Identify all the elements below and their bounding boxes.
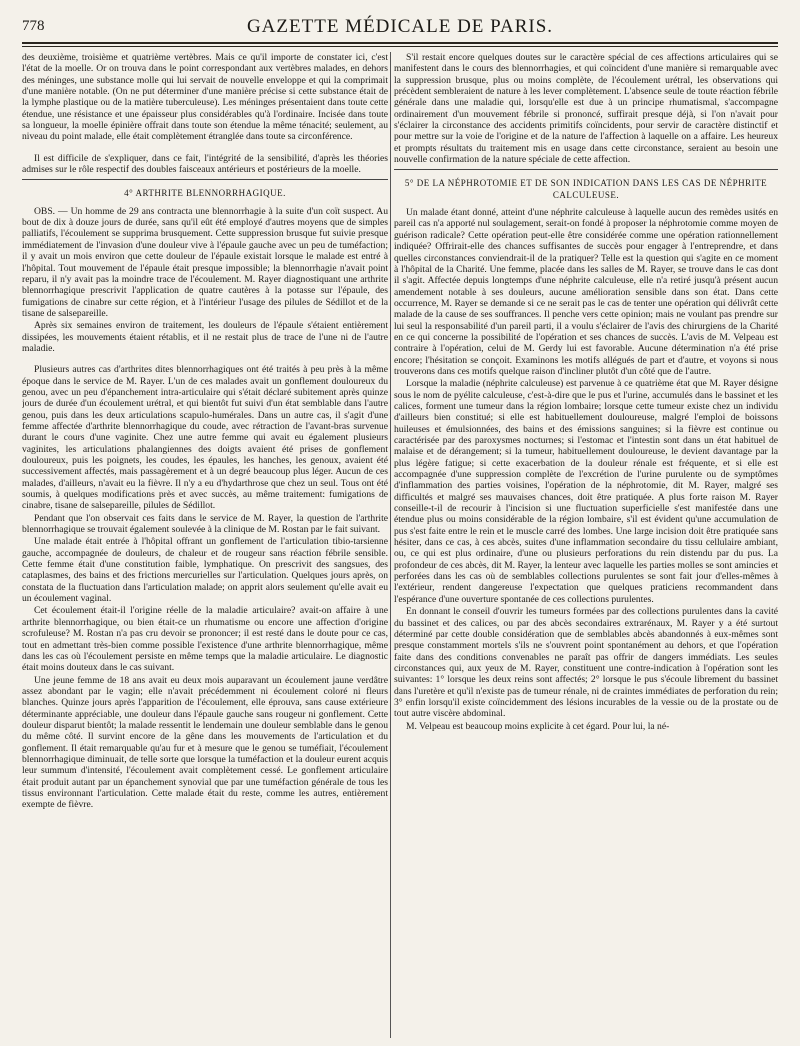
paragraph: Pendant que l'on observait ces faits dans le service de M. Rayer, la question de l'arthrite blennorrhagique se trouvait également soulevée à la clinique de M. Rostan par le fait suivant. xyxy=(22,512,388,536)
right-column xyxy=(394,52,778,1040)
header-rule xyxy=(22,42,778,44)
page-header xyxy=(22,14,778,40)
paragraph: Une malade était entrée à l'hôpital offrant un gonflement de l'articulation tibio-tarsienne gauche, accompagnée de douleurs, de chaleur et de rougeur sans réaction fébrile sensible. Cette femme était d'une constitution faible, lymphatique. On prescrivit des sangsues, des cataplasmes, des bains et des frictions mercurielles sur l'articulation. Quelques jours après, on constata de la fluctuation dans l'articulation malade; on apprit alors seulement qu'elle avait eu un écoulement vaginal. xyxy=(22,536,388,605)
paragraph: des deuxième, troisième et quatrième vertèbres. Mais ce qu'il importe de constater ici, c'est l'état de la moelle. Or on trouva dans le point correspondant aux vertèbres malades, en dehors des méninges, une substance molle qui lui servait de nouvelle enveloppe et qui la comprimait d'une manière notable. (On ne put déterminer d'une manière précise si cette substance était de la lymphe plastique ou de la matière tuberculeuse). Les méninges présentaient dans toute cette étendue, une résistance et une épaisseur plus considérables qu'à l'ordinaire. Incisée dans toute sa longueur, la moelle épinière offrait dans toute son étendue la même ténacité; seulement, au niveau du point malade, elle était complètement étranglée dans toute sa circonférence. xyxy=(22,52,388,143)
paragraph: Lorsque la maladie (néphrite calculeuse) est parvenue à ce quatrième état que M. Rayer désigne sous le nom de pyélite calculeuse, c'est-à-dire que le pus et l'urine, accumulés dans le bassinet et les calices, forment une tumeur dans la région lombaire; lorsque cette tumeur existe chez un individu d'ailleurs bien constitué; si elle est habituellement douloureuse, malgré l'emploi de boissons huileuses et émulsionnées, des bains et des émissions sanguines; si la fièvre est continue ou caractérisée par des paroxysmes nocturnes; si l'estomac et l'intestin sont dans un état habituel de malaise et de dérangement; si la tumeur, habituellement douloureuse, le devient davantage par la plus légère fatigue; si cette exacerbation de la douleur rénale est fréquente, et si elle est accompagnée d'une suppression complète de l'excrétion de l'urine purulente ou de symptômes d'inflammation des parties voisines, l'opération de la néphrotomie, dit M. Rayer, malgré ses difficultés et malgré ses mauvaises chances, doit être pratiquée. A plus forte raison M. Rayer conseille-t-il de recourir à l'incision si une fluctuation superficielle s'est manifestée dans une étendue plus ou moins considérable de la région lombaire, s'il est évident qu'une accumulation de pus s'est faite entre le rein et le muscle carré des lombes. Une large incision doit être pratiquée sans hésiter, dans ce cas, à ces abcès, suites d'une inflammation secondaire du tissu cellulaire ambiant, ou, ce qui est plus ordinaire, d'une ou plusieurs perforations du rein distendu par du pus. La profondeur de ces abcès, dit M. Rayer, la lenteur avec laquelle les parties molles se sont amincies et perforées dans les cas où de semblables collections purulentes se sont fait jour d'elles-mêmes à l'extérieur, rendent dangereuse l'expectation que quelques praticiens recommandent dans l'espérance d'une ouverture spontanée de ces collections purulentes. xyxy=(394,378,778,605)
section-heading: 4° ARTHRITE BLENNORRHAGIQUE. xyxy=(124,188,286,199)
paragraph: En donnant le conseil d'ouvrir les tumeurs formées par des collections purulentes dans la cavité du bassinet et des calices, ou par des abcès secondaires extrarénaux, M. Rayer y a été surtout déterminé par cette double considération que de semblables abcès abandonnés à eux-mêmes sont presque constamment mortels s'ils ne s'ouvrent point spontanément au dehors, et que l'opération faite dans des conditions convenables ne paraît pas offrir de dangers immédiats. Les seules circonstances qui, aux yeux de M. Rayer, constituent une contre-indication à l'opération sont les suivantes: 1° lorsque les deux reins sont affectés; 2° lorsque le pus s'écoule librement du bassinet dans l'uretère et qu'il n'existe pas de tumeur rénale, ni de craintes immédiates de perforation du rein; 3° enfin lorsqu'il existe coïncidemment des lésions incurables de la vessie ou de la prostate ou de tout autre viscère abdominal. xyxy=(394,606,778,720)
paragraph: Plusieurs autres cas d'arthrites dites blennorrhagiques ont été traités à peu près à la même époque dans le service de M. Rayer. L'un de ces malades avait un gonflement douloureux du genou, avec un peu d'épanchement intra-articulaire qui s'était déclaré subitement après quinze jours de durée d'un écoulement urétral, et qui bientôt fut suivi d'un état semblable dans l'autre genou, puis dans les deux articulations scapulo-humérales. Dans un autre cas, il s'agit d'une femme affectée d'arthrite blennorrhagique du coude, avec rétraction de l'avant-bras survenue durant le cours d'une vaginite. Chez une autre femme qui avait eu également plusieurs vaginites, les articulations phalangiennes des doigts avaient été prises de gonflement douloureux, puis les poignets, les coudes, les épaules, les hanches, les genoux, avaient été successivement affectés, mais passagèrement et à un degré beaucoup plus léger. Aucun de ces malades, d'ailleurs, n'avait eu la fièvre. Il n'y a eu d'hydarthrose que chez un seul. Tous ont été soumis, à quelques modifications près et avec succès, au même traitement: fumigations de cinabre, tisane de salsepareille, pilules de Sédillot. xyxy=(22,364,388,512)
divider xyxy=(394,169,778,170)
paragraph: S'il restait encore quelques doutes sur le caractère spécial de ces affections articulaires qui se manifestent dans le cours des blennorrhagies, et qui coïncident d'une manière si remarquable avec la suppression brusque, plus ou moins complète, de l'écoulement urétral, les observations qui précèdent sembleraient de nature à les lever complètement. L'absence seule de toute réaction fébrile générale dans une maladie qui, lorsqu'elle est due à un principe rhumatismal, s'accompagne ordinairement d'un mouvement fébrile si prononcé, suffirait presque déjà, si l'on n'avait pour s'éclairer la circonstance des accidents primitifs coïncidents, pour servir de caractère distinctif et pour mettre sur la voie de l'origine et de la nature de l'affection à laquelle on a affaire. Les heureux et prompts résultats du traitement mis en usage dans cette circonstance, seraient au besoin une nouvelle confirmation de la nature spéciale de cette affection. xyxy=(394,52,778,166)
paragraph: OBS. — Un homme de 29 ans contracta une blennorrhagie à la suite d'un coït suspect. Au bout de dix à douze jours de durée, sans qu'il eût été employé d'autres moyens que de simples palliatifs, l'écoulement se supprima brusquement. Cette suppression brusque fut suivie presque immédiatement de l'invasion d'une douleur vive à l'épaule gauche avec un peu de tuméfaction; il y avait un mois environ que cette douleur de l'épaule existait lorsque le malade est entré à l'hôpital. Tout mouvement de l'épaule était presque impossible; la blennorrhagie n'avait point reparu, il n'y avait pas la moindre trace de l'écoulement. M. Rayer diagnostiquant une arthrite blennorrhagique prescrivit l'application de quatre cautères à la potasse sur l'épaule, des fumigations de cinabre sur cette région, et à l'intérieur l'usage des pilules de Sédillot et de la tisane de salsepareille. xyxy=(22,205,388,319)
journal-title: GAZETTE MÉDICALE DE PARIS. xyxy=(246,16,554,37)
section-heading: 5° DE LA NÉPHROTOMIE ET DE SON INDICATION DANS LES CAS DE NÉPHRITE CALCULEUSE. xyxy=(404,178,768,200)
header-rule-thin xyxy=(22,46,778,47)
page-number: 778 xyxy=(22,18,45,34)
paragraph: Un malade étant donné, atteint d'une néphrite calculeuse à laquelle aucun des remèdes usités en pareil cas n'a apporté nul soulagement, serait-on fondé à proposer la néphrotomie comme moyen de guérison radicale? Cette opération peut-elle être considérée comme une opération rationnellement indiquée? Offrirait-elle des chances suffisantes de succès pour engager à l'entreprendre, et dans quelles circonstances conviendrait-il de la pratiquer? Telle est la question qui s'agite en ce moment à l'hôpital de la Charité. Une femme, placée dans les salles de M. Rayer, se trouve dans le cas dont il s'agit. Affectée depuis longtemps d'une néphrite calculeuse, elle n'a retiré jusqu'à présent aucun amendement notable à ses douleurs, aucune amélioration sensible dans son état. Dans cette occurrence, M. Rayer se demande si ce ne serait pas le cas de tenter une opération qui délivrât cette malade de la cause de ses souffrances. Il penche vers cette opinion; mais ne voulant pas prendre sur lui seul la responsabilité d'un pareil parti, il a voulu s'éclairer de l'avis des chirurgiens de la Charité en ce qui concerne la possibilité de l'opération et ses chances de succès. L'avis de M. Velpeau est contraire à l'opération, celui de M. Gerdy lui est favorable. Aucune détermination n'a été prise encore; l'hésitation se conçoit. Examinons les motifs allégués de part et d'autre, et voyons si nous trouverons dans ces motifs quelque raison d'incliner plutôt d'un côté que de l'autre. xyxy=(394,207,778,377)
divider xyxy=(22,179,388,180)
paragraph: M. Velpeau est beaucoup moins explicite à cet égard. Pour lui, la né- xyxy=(406,720,670,732)
column-separator xyxy=(390,52,391,1038)
left-column xyxy=(22,52,388,1040)
paragraph: Une jeune femme de 18 ans avait eu deux mois auparavant un écoulement jaune verdâtre assez abondant par le vagin; elle n'avait précédemment ni écoulement coloré ni fleurs blanches. Quinze jours après l'apparition de l'écoulement, elle éprouva, sans cause extérieure déterminante appréciable, une douleur dans l'épaule gauche sans rougeur ni gonflement. Cette douleur disparut bientôt; la malade ressentit le lendemain une douleur semblable dans le genou du même côté. Il survint encore de la gêne dans les mouvements de l'articulation et du gonflement. Il était remarquable qu'au fur et à mesure que le genou se tuméfiait, l'écoulement blennorrhagique diminuait, de telle sorte que lorsque la tuméfaction et la douleur eurent acquis leur summum d'intensité, l'écoulement avait complètement cessé. Le gonflement articulaire était produit autant par un épanchement synovial que par une tuméfaction générale de tous les tissus environnant l'articulation. Cette malade était du reste, comme les autres, entièrement exempte de fièvre. xyxy=(22,674,388,811)
paragraph: Après six semaines environ de traitement, les douleurs de l'épaule s'étaient entièrement dissipées, les mouvements étaient rétablis, et il ne restait plus de trace de l'une ni de l'autre maladie. xyxy=(22,320,388,354)
paragraph: Cet écoulement était-il l'origine réelle de la maladie articulaire? avait-on affaire à une arthrite blennorrhagique, ou bien était-ce un rhumatisme ou encore une affection d'origine scrofuleuse? M. Rostan n'a pas cru devoir se prononcer; il est resté dans le doute pour ce cas, tout en admettant très-bien comme possible l'existence d'une arthrite blennorrhagique, même dans les cas où l'écoulement persiste en même temps que la maladie articulaire. Le diagnostic était moins douteux dans le cas suivant. xyxy=(22,605,388,674)
paragraph: Il est difficile de s'expliquer, dans ce fait, l'intégrité de la sensibilité, d'après les théories admises sur le rôle respectif des doubles faisceaux antérieurs et postérieurs de la moelle. xyxy=(22,152,388,176)
